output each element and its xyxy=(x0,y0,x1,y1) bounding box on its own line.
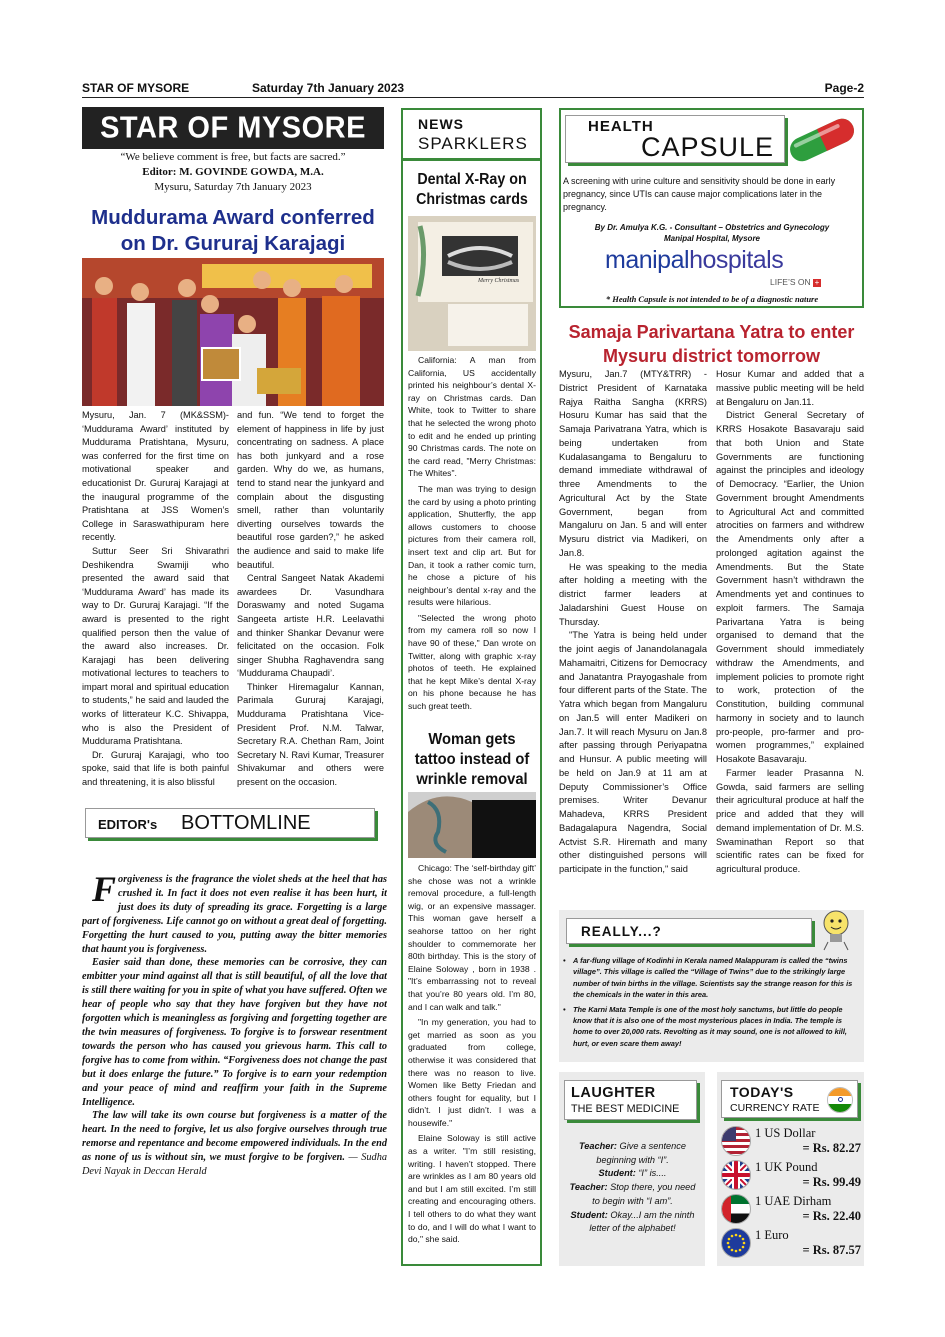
really-item xyxy=(563,1004,863,1050)
sparklers-divider xyxy=(401,158,542,161)
really-label xyxy=(566,918,812,944)
masthead-editor: Editor: M. GOVINDE GOWDA, M.A. xyxy=(142,166,324,178)
health-byline xyxy=(563,222,861,244)
bottomline-paragraph: orgiveness is the fragrance the violet sheds at the heel that has crushed it. In fact it does not even realise it has been hurt, it just does its duty of spreading its grace. Forgetting is a large part of forgiveness. Life cannot go on without a great deal of forgetting. Forgetting the hurt caused to you, putting away the bitter memories that haunt you is forgiveness. xyxy=(82,874,387,955)
tattoo-text xyxy=(408,862,536,1246)
joke-speaker: Teacher: xyxy=(569,1182,608,1193)
currency-rate: = Rs. 99.49 xyxy=(802,1175,861,1189)
currency-name: 1 Euro xyxy=(755,1228,789,1242)
bottomline-paragraph: Easier said than done, these memories can be corrosive, they can embitter your mind against all that is still beautiful, of all the love that is still there waiting for you in spite of what you have suffered. Often we hear of people who say that they have forgiven but they have not forgotten which is meaningless as forgiving and forgetting together are the twin measures of forgiveness. To forgive is to forswear resentment towards the person who has caused you grievous harm. This call to forgive has to come from within. “Forgiveness does not change the past but it does enlarge the future.” To forgive is to earn your redemption and your peace of mind and reaffirm your faith in the Supreme Intelligence. xyxy=(82,957,387,1108)
currency-label-top: TODAY'S xyxy=(730,1084,794,1100)
xray-paragraph: The man was trying to design the card by using a photo printing application, Shutterfly, the app allows customers to choose pictures from their camera roll, insert text and clip art. But for Dan, it took a rather comic turn, he chose a picture of his neighbour’s dental x-ray and the results were hilarious. xyxy=(408,483,536,608)
masthead-title: STAR OF MYSORE xyxy=(82,107,384,149)
laughter-joke xyxy=(566,1140,699,1236)
yatra-column-1 xyxy=(559,368,707,877)
header-date: Saturday 7th January 2023 xyxy=(252,81,405,95)
xray-card-image xyxy=(408,216,536,351)
xray-text xyxy=(408,354,536,713)
currency-name: 1 US Dollar xyxy=(755,1126,816,1140)
eu-flag-icon xyxy=(721,1228,751,1258)
uae-flag-icon xyxy=(721,1194,751,1224)
bottomline-label xyxy=(85,808,375,838)
sparklers-label-top: NEWS xyxy=(418,116,464,132)
plus-icon: + xyxy=(814,277,820,287)
currency-row-gbp xyxy=(721,1158,861,1192)
yatra-paragraph: He was speaking to the media after holding a meeting with the district farmer leaders at Jaladarshini Guest House on Thursday. xyxy=(559,561,707,627)
currency-rate: = Rs. 22.40 xyxy=(802,1209,861,1223)
award-paragraph: Suttur Seer Sri Shivarathri Deshikendra Swamiji who presented the award said that ‘Muddurama Award’ has made its way to Dr. Gururaj Karajagi. “If the award is presented to the right qualified person then the value of the award also increases. Dr. Karajagi has been delivering motivational lectures to teachers to impart moral and spiritual education to students,” he said and lauded the works of litterateur K.C. Shivappa, who is also the President of Muddurama Pratishtana. xyxy=(82,545,229,747)
award-paragraph: Central Sangeet Natak Akademi awardees Dr. Vasundhara Doraswamy and noted Sugama Sangeeta artiste H.R. Leelavathi and thinker Shankar Devanur were felicitated on the occasion. Folk singer Shubha Raghavendra sang ‘Muddurama Chaupadi’. xyxy=(237,573,384,679)
really-list xyxy=(563,955,863,1049)
tattoo-photo xyxy=(408,792,536,858)
health-disclaimer: * Health Capsule is not intended to be of a diagnostic nature xyxy=(605,294,819,304)
award-column-2 xyxy=(237,409,384,790)
lightbulb-icon xyxy=(818,908,854,952)
joke-speaker: Teacher: xyxy=(579,1141,617,1151)
tattoo-headline: Woman gets tattoo instead of wrinkle removal xyxy=(414,731,530,788)
yatra-column-2 xyxy=(716,368,864,877)
award-column-1 xyxy=(82,409,229,790)
health-label-bottom: CAPSULE xyxy=(641,132,775,162)
yatra-paragraph: Hosur Kumar and added that a massive public meeting will be held at Bengaluru on Jan.11. xyxy=(716,369,864,407)
manipal-logo-b: hospitals xyxy=(689,246,784,274)
masthead xyxy=(82,150,384,195)
health-label-top: HEALTH xyxy=(588,118,654,135)
manipal-tagline-text: LIFE’S ON xyxy=(770,277,811,287)
masthead-motto: “We believe comment is free, but facts are sacred.” xyxy=(120,151,346,163)
uk-flag-icon xyxy=(721,1160,751,1190)
health-byline-hospital: Manipal Hospital, Mysore xyxy=(663,234,761,243)
joke-line: Give a sentence beginning with “I”. xyxy=(596,1141,686,1165)
currency-row-usd xyxy=(721,1124,861,1158)
currency-name: 1 UAE Dirham xyxy=(755,1194,832,1208)
currency-label xyxy=(721,1080,858,1118)
yatra-paragraph: Mysuru, Jan.7 (MTY&TRR) - District President of Karnataka Rajya Raitha Sangha (KRRS) Hosuru Kumar has said that the Samaja Parivatrana Yatra, which is being undertaken from Kudalasangama to Bengaluru to demand immediate withdrawal of three Amendments to the Agricultural Act by the State Government, began from Mangaluru on Jan. 5 and will enter Mysuru district via Madikeri, on Jan.8. xyxy=(559,369,707,558)
masthead-dateline: Mysuru, Saturday 7th January 2023 xyxy=(154,181,312,193)
bottomline-label-bold: EDITOR's xyxy=(98,817,158,832)
award-paragraph: Thinker Hiremagalur Kannan, Parimala Gururaj Karajagi, Muddurama Pratishtana Vice-President Prof. N.M. Talwar, Secretary R.A. Chethan Ram, Joint Secretary N. Ravi Kumar, Treasurer Shivakumar and others were present on the occasion. xyxy=(237,681,384,788)
bottomline-credit: — Sudha Devi Nayak in Deccan Herald xyxy=(82,1152,387,1178)
tattoo-paragraph: Elaine Soloway is still active as a writer. "I’m still resisting, writing. I haven’t stopped. There are wrinkles as I am 80 years old and but I am still excited. I’m still creating and encouraging others. I tell others to do what they want to do, and I will do what I want to do," she said. xyxy=(408,1133,536,1245)
india-flag-icon xyxy=(827,1087,853,1113)
laughter-label-bottom: THE BEST MEDICINE xyxy=(571,1103,680,1115)
bottomline-dropcap: F xyxy=(92,873,117,909)
joke-line: Stop there, you need to begin with “I am”. xyxy=(592,1182,696,1206)
currency-rate: = Rs. 82.27 xyxy=(802,1141,861,1155)
really-item xyxy=(563,955,863,1001)
currency-name: 1 UK Pound xyxy=(755,1160,818,1174)
joke-speaker: Student: xyxy=(570,1209,608,1220)
joke-line: “I” is.... xyxy=(635,1168,667,1179)
currency-row-aed xyxy=(721,1192,861,1226)
capsule-icon xyxy=(782,112,862,167)
yatra-paragraph: District General Secretary of KRRS Hosakote Basavaraju said that both Union and State Governments are functioning against the principles and ideology of Democracy. “Earlier, the Union Government brought Amendments to Agricultural Act and committed atrocities on farmers and withdrew the Amendments only after a prolonged agitation against the Amendments. But the State Government hasn’t withdrawn the Amendments yet and continues to exploit farmers. The Samaja Parivartana Yatra is being organised to demand that the Government should immediately withdraw the Amendments, and implement policies to promote right to work, protection of the Constitution, building communal harmony in society and to launch pro-people, pro-farmer and pro-women programmes,” explained Hosakote Basavaraju. xyxy=(716,410,864,764)
laughter-label-top: LAUGHTER xyxy=(571,1085,656,1101)
health-label xyxy=(565,115,785,163)
laughter-label xyxy=(564,1080,697,1120)
really-label-text: REALLY...? xyxy=(581,924,662,939)
xray-paragraph: California: A man from California, US accidentally printed his neighbour’s dental X-ray on Christmas cards. Dan White, took to Twitter to share that he selected the wrong photo to edit and he ended up printing 90 Christmas cards. The note on the card read, "Merry Christmas: The Whites". xyxy=(408,355,536,479)
bullet-icon: • xyxy=(563,1004,566,1014)
xray-headline: Dental X-Ray on Christmas cards xyxy=(416,171,528,208)
sparklers-label xyxy=(418,116,538,154)
page-header xyxy=(82,80,864,98)
health-byline-doctor: By Dr. Amulya K.G. - Consultant – Obstetrics and Gynecology xyxy=(594,223,830,232)
currency-label-bottom: CURRENCY RATE xyxy=(730,1102,820,1114)
award-paragraph: Dr. Gururaj Karajagi, who too spoke, said that life is both painful and threatening, it is also blissful xyxy=(82,749,229,788)
tattoo-paragraph: Chicago: The ‘self-birthday gift’ she chose was not a wrinkle removal procedure, a full-length wig, or an expensive massager. This woman gave herself a seahorse tattoo on her right shoulder to commemorate her 80th birthday. This is the story of Elaine Soloway , born in 1938 . "It’s embarrassing not to reveal that you’re 80 years old. I’m 80, and I can walk and talk." xyxy=(408,863,536,1012)
really-item-text: A far-flung village of Kodinhi in Kerala named Malappuram is called the “twins village”. This village is called the “Village of Twins” due to the strikingly large number of twin births in the village. Scientists say the strange reason for this is the chemicals in the water in this area. xyxy=(573,956,853,1000)
currency-row-eur xyxy=(721,1226,861,1260)
yatra-paragraph: "The Yatra is being held under the joint aegis of Janandolanagala Mahamaitri, Citizens for Democracy and Janatantra Prayogashale from four different parts of the State. The Yatra which began from Mangaluru on Jan.5 will enter Madikeri on Jan.7. It will reach Mysuru on Jan.8 after passing through Periyapatna and Hunsur. A public meeting will be held on Jan.9 at 11 am at Deputy Commissioner’s Office premises. Writer Devanur Mahadeva, KRRS President Badagalapura Nagendra, Social Actvist S.R. Hiremath and many other distinguished persons will participate in the function," said xyxy=(559,630,707,874)
manipal-logo-a: manipal xyxy=(605,246,690,274)
award-photo xyxy=(82,258,384,406)
award-paragraph: and fun. “We tend to forget the element of happiness in life by just concentrating on sadness. A place has both junkyard and a rose garden. Why do we, as humans, tend to stand near the junkyard and complain about the disgusting smell, rather than voluntarily diverting ourselves towards the beautiful rose garden?,” he asked the audience and said to make life beautiful. xyxy=(237,410,384,570)
header-paper-name: STAR OF MYSORE xyxy=(82,81,190,95)
award-headline: Muddurama Award conferred on Dr. Gururaj Karajagi xyxy=(91,206,375,255)
currency-list xyxy=(721,1124,861,1260)
header-page-number: Page-2 xyxy=(824,81,864,95)
award-paragraph: Mysuru, Jan. 7 (MK&SSM)- ‘Muddurama Award’ instituted by Muddurama Pratishtana, Mysuru, was conferred for the first time on motivational speaker and educationist Dr. Gururaj Karajagi at the inaugural programme of the Pratishtana at JSS Women’s College in Saraswathipuram here recently. xyxy=(82,410,229,543)
yatra-headline: Samaja Parivartana Yatra to enter Mysuru district tomorrow xyxy=(568,322,855,366)
health-text: A screening with urine culture and sensitivity should be done in early pregnancy, since UTIs can cause major complications later in the pregnancy. xyxy=(563,176,836,212)
currency-rate: = Rs. 87.57 xyxy=(802,1243,861,1257)
bottomline-label-light: BOTTOMLINE xyxy=(181,812,311,834)
joke-speaker: Student: xyxy=(598,1168,636,1179)
manipal-tagline xyxy=(770,277,821,287)
us-flag-icon xyxy=(721,1126,751,1156)
bullet-icon: • xyxy=(563,956,566,965)
sparklers-label-bottom: SPARKLERS xyxy=(418,134,528,153)
bottomline-paragraph: The law will take its own course but forgiveness is a matter of the heart. In the need to forgive, let us also forgive ourselves through true remorse and repentance and become empowered individuals. In the end as none of us is without sin, we must forgive to be forgiven. xyxy=(82,1110,387,1164)
xray-card-text: Merry Christmas xyxy=(478,278,520,284)
xray-paragraph: "Selected the wrong photo from my camera roll so now I have 90 of these," Dan wrote on Twitter, along with graphic x-ray photos of teeth. He explained that he kept Mike’s dental X-ray on his phone because he has such great teeth. xyxy=(408,612,536,712)
manipal-logo xyxy=(605,246,783,275)
tattoo-paragraph: "In my generation, you had to get married as soon as you graduated from college, otherwise it was considered that there was no reason to live. Women like Betty Friedan and others fought for equality, but I didn’t. I just didn’t. I was a housewife." xyxy=(408,1017,536,1128)
joke-line: Okay...I am the ninth letter of the alphabet! xyxy=(589,1209,695,1234)
bottomline-text xyxy=(82,873,387,1253)
really-item-text: The Karni Mata Temple is one of the most holy sanctums, but little do people know that it is also one of the most mysterious places in India. The temple is home to over 20,000 rats. Revolting as it may sound, one is not allowed to kill, hurt, or even scare them away! xyxy=(573,1004,847,1048)
yatra-paragraph: Farmer leader Prasanna N. Gowda, said farmers are selling their agricultural produce at half the price and added that they will demand implementation of Dr. M.S. Swaminathan Report so that scientific rates can be fixed for agricultural produce. xyxy=(716,767,864,874)
